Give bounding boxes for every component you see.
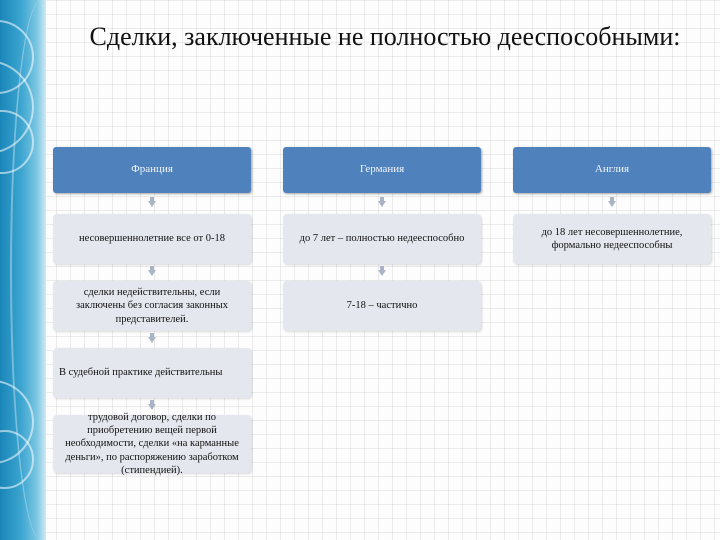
- connector-arrow: [148, 337, 156, 343]
- connector-arrow: [148, 201, 156, 207]
- france-item-3: В судебной практике действительны: [53, 348, 251, 398]
- connector-arrow: [608, 201, 616, 207]
- connector-arrow: [378, 201, 386, 207]
- header-germany: Германия: [283, 147, 481, 193]
- header-france: Франция: [53, 147, 251, 193]
- header-england: Англия: [513, 147, 711, 193]
- connector-arrow: [148, 404, 156, 410]
- connector-arrow: [378, 270, 386, 276]
- decorative-side-bar: [0, 0, 46, 540]
- france-item-1: несовершеннолетние все от 0-18: [53, 214, 251, 264]
- slide-title: Сделки, заключенные не полностью дееспособными:: [89, 22, 681, 51]
- england-item-1: до 18 лет несовершеннолетние, формально недееспособны: [513, 214, 711, 264]
- france-item-2: сделки недействительны, если заключены без согласия законных представителей.: [53, 281, 251, 331]
- france-item-4: трудовой договор, сделки по приобретению вещей первой необходимости, сделки «на карманные деньги», по распоряжению заработком (стипендией).: [53, 415, 251, 473]
- connector-arrow: [148, 270, 156, 276]
- germany-item-2: 7-18 – частично: [283, 281, 481, 331]
- germany-item-1: до 7 лет – полностью недееспособно: [283, 214, 481, 264]
